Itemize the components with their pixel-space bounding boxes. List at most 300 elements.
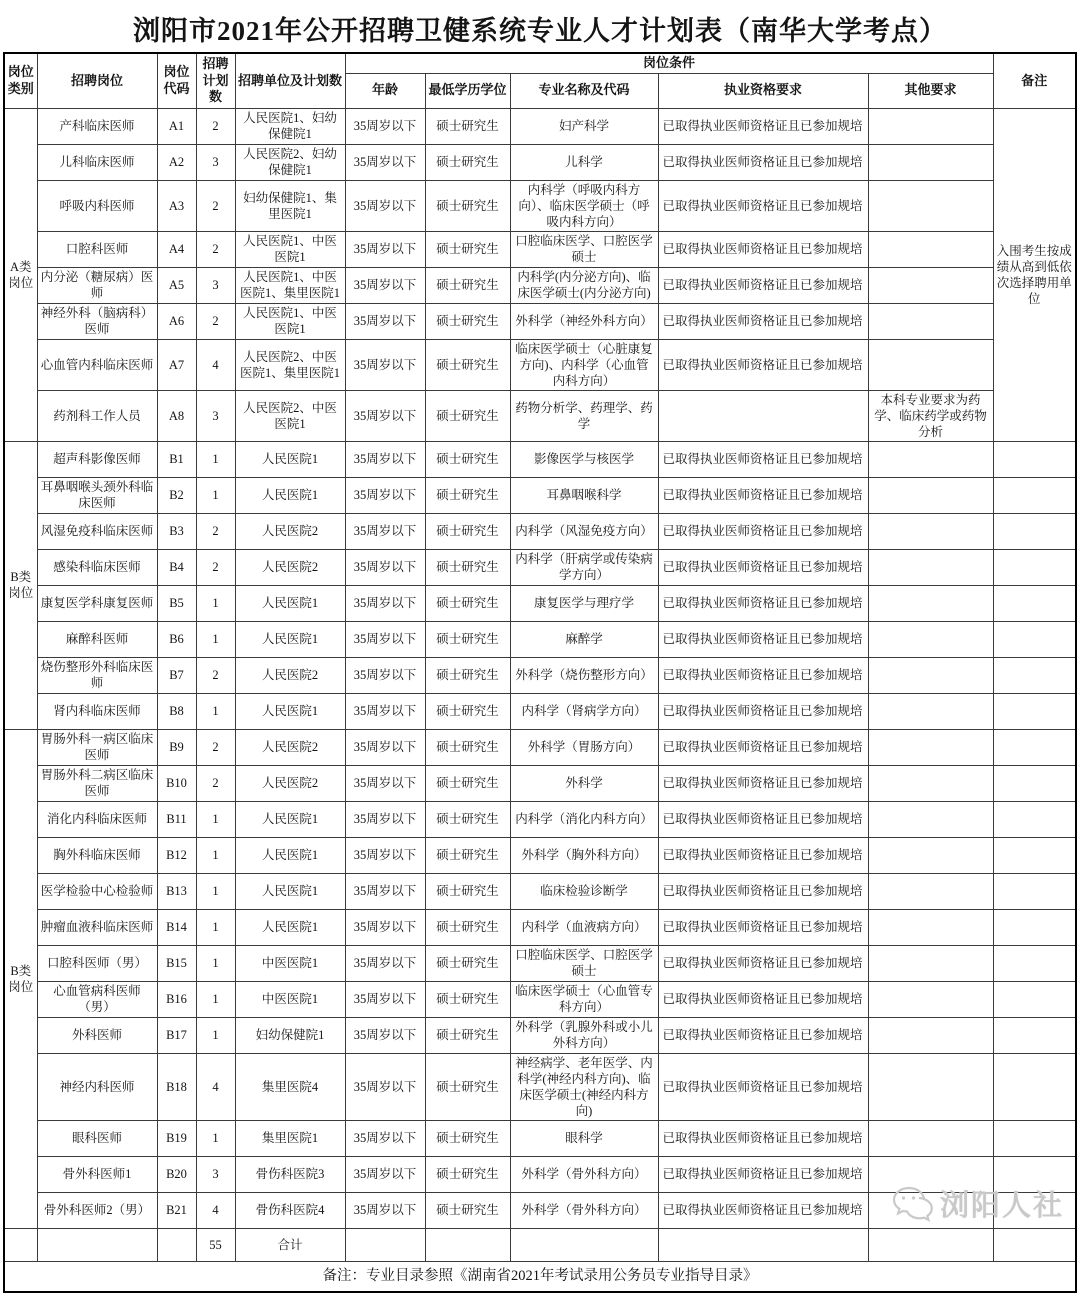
units-cell: 人民医院1 xyxy=(235,837,345,873)
header-position: 招聘岗位 xyxy=(37,53,157,108)
code-cell: B3 xyxy=(157,513,196,549)
code-cell xyxy=(157,1228,196,1261)
major-cell: 影像医学与核医学 xyxy=(510,441,658,477)
degree-cell: 硕士研究生 xyxy=(425,873,510,909)
code-cell: B21 xyxy=(157,1192,196,1228)
degree-cell: 硕士研究生 xyxy=(425,981,510,1017)
footer-note: 备注：专业目录参照《湖南省2021年考试录用公务员专业指导目录》 xyxy=(4,1261,1076,1292)
qualification-cell: 已取得执业医师资格证且已参加规培 xyxy=(658,441,868,477)
degree-cell: 硕士研究生 xyxy=(425,108,510,144)
count-cell: 1 xyxy=(196,693,235,729)
count-cell: 3 xyxy=(196,1156,235,1192)
position-cell: 呼吸内科医师 xyxy=(37,180,157,231)
degree-cell: 硕士研究生 xyxy=(425,303,510,339)
units-cell: 人民医院1 xyxy=(235,621,345,657)
count-cell: 3 xyxy=(196,267,235,303)
qualification-cell: 已取得执业医师资格证且已参加规培 xyxy=(658,549,868,585)
units-cell: 人民医院1、中医医院1 xyxy=(235,303,345,339)
units-cell: 人民医院2 xyxy=(235,729,345,765)
count-cell: 4 xyxy=(196,1053,235,1120)
category-cell xyxy=(4,1228,37,1261)
units-cell: 妇幼保健院1、集里医院1 xyxy=(235,180,345,231)
table-row xyxy=(4,981,1076,1017)
age-cell: 35周岁以下 xyxy=(345,1192,425,1228)
code-cell: B17 xyxy=(157,1017,196,1053)
count-cell: 2 xyxy=(196,729,235,765)
qualification-cell: 已取得执业医师资格证且已参加规培 xyxy=(658,267,868,303)
major-cell: 外科学（骨外科方向） xyxy=(510,1192,658,1228)
major-cell: 外科学（神经外科方向） xyxy=(510,303,658,339)
table-row xyxy=(4,390,1076,441)
count-cell: 4 xyxy=(196,1192,235,1228)
remark-cell xyxy=(993,873,1076,909)
units-cell: 人民医院1、妇幼保健院1 xyxy=(235,108,345,144)
position-cell: 口腔科医师 xyxy=(37,231,157,267)
major-cell: 内科学（肾病学方向） xyxy=(510,693,658,729)
code-cell: B4 xyxy=(157,549,196,585)
header-major: 专业名称及代码 xyxy=(510,73,658,108)
count-cell: 2 xyxy=(196,108,235,144)
code-cell: B10 xyxy=(157,765,196,801)
major-cell: 儿科学 xyxy=(510,144,658,180)
count-cell: 1 xyxy=(196,909,235,945)
total-label-cell: 合计 xyxy=(235,1228,345,1261)
qualification-cell: 已取得执业医师资格证且已参加规培 xyxy=(658,585,868,621)
age-cell: 35周岁以下 xyxy=(345,549,425,585)
other-cell xyxy=(868,765,993,801)
qualification-cell: 已取得执业医师资格证且已参加规培 xyxy=(658,180,868,231)
qualification-cell: 已取得执业医师资格证且已参加规培 xyxy=(658,477,868,513)
age-cell: 35周岁以下 xyxy=(345,621,425,657)
position-cell: 眼科医师 xyxy=(37,1120,157,1156)
table-header xyxy=(4,53,1076,108)
table-row xyxy=(4,477,1076,513)
major-cell: 神经病学、老年医学、内科学(神经内科方向)、临床医学硕士(神经内科方向) xyxy=(510,1053,658,1120)
qualification-cell: 已取得执业医师资格证且已参加规培 xyxy=(658,909,868,945)
remark-cell xyxy=(993,585,1076,621)
degree-cell: 硕士研究生 xyxy=(425,945,510,981)
wechat-icon xyxy=(892,1185,936,1223)
position-cell: 骨外科医师1 xyxy=(37,1156,157,1192)
position-cell: 超声科影像医师 xyxy=(37,441,157,477)
code-cell: A7 xyxy=(157,339,196,390)
code-cell: B14 xyxy=(157,909,196,945)
units-cell: 人民医院1 xyxy=(235,477,345,513)
other-cell xyxy=(868,873,993,909)
page-title: 浏阳市2021年公开招聘卫健系统专业人才计划表（南华大学考点） xyxy=(133,16,947,46)
code-cell: A3 xyxy=(157,180,196,231)
count-cell: 3 xyxy=(196,390,235,441)
qualification-cell: 已取得执业医师资格证且已参加规培 xyxy=(658,1192,868,1228)
count-cell: 1 xyxy=(196,945,235,981)
remark-cell xyxy=(993,513,1076,549)
units-cell: 人民医院2、妇幼保健院1 xyxy=(235,144,345,180)
other-cell xyxy=(868,693,993,729)
major-cell: 耳鼻咽喉科学 xyxy=(510,477,658,513)
degree-cell: 硕士研究生 xyxy=(425,180,510,231)
other-cell xyxy=(868,1228,993,1261)
position-cell: 风湿免疫科临床医师 xyxy=(37,513,157,549)
header-other: 其他要求 xyxy=(868,73,993,108)
qualification-cell: 已取得执业医师资格证且已参加规培 xyxy=(658,657,868,693)
units-cell: 人民医院2 xyxy=(235,513,345,549)
age-cell: 35周岁以下 xyxy=(345,441,425,477)
position-cell: 麻醉科医师 xyxy=(37,621,157,657)
header-conditions: 岗位条件 xyxy=(345,53,993,73)
age-cell: 35周岁以下 xyxy=(345,981,425,1017)
major-cell: 外科学（乳腺外科或小儿外科方向） xyxy=(510,1017,658,1053)
table-row xyxy=(4,513,1076,549)
count-cell: 1 xyxy=(196,477,235,513)
code-cell: B6 xyxy=(157,621,196,657)
major-cell: 外科学（烧伤整形方向） xyxy=(510,657,658,693)
code-cell: A2 xyxy=(157,144,196,180)
position-cell: 肾内科临床医师 xyxy=(37,693,157,729)
other-cell xyxy=(868,1017,993,1053)
other-cell xyxy=(868,981,993,1017)
age-cell: 35周岁以下 xyxy=(345,657,425,693)
degree-cell: 硕士研究生 xyxy=(425,1053,510,1120)
units-cell: 人民医院2、中医医院1、集里医院1 xyxy=(235,339,345,390)
other-cell xyxy=(868,231,993,267)
remark-cell xyxy=(993,729,1076,765)
age-cell: 35周岁以下 xyxy=(345,303,425,339)
remark-cell xyxy=(993,693,1076,729)
position-cell xyxy=(37,1228,157,1261)
table-row xyxy=(4,1017,1076,1053)
header-remark: 备注 xyxy=(993,53,1076,108)
position-cell: 胃肠外科一病区临床医师 xyxy=(37,729,157,765)
age-cell: 35周岁以下 xyxy=(345,801,425,837)
table-row xyxy=(4,108,1076,144)
age-cell: 35周岁以下 xyxy=(345,180,425,231)
count-cell: 4 xyxy=(196,339,235,390)
qualification-cell: 已取得执业医师资格证且已参加规培 xyxy=(658,621,868,657)
qualification-cell: 已取得执业医师资格证且已参加规培 xyxy=(658,729,868,765)
age-cell: 35周岁以下 xyxy=(345,729,425,765)
other-cell xyxy=(868,549,993,585)
age-cell: 35周岁以下 xyxy=(345,477,425,513)
remark-cell xyxy=(993,1120,1076,1156)
table-row xyxy=(4,585,1076,621)
position-cell: 外科医师 xyxy=(37,1017,157,1053)
remark-cell: 入围考生按成绩从高到低依次选择聘用单位 xyxy=(993,108,1076,441)
code-cell: A1 xyxy=(157,108,196,144)
remark-cell xyxy=(993,1053,1076,1120)
table-row xyxy=(4,144,1076,180)
major-cell: 内科学（呼吸内科方向）、临床医学硕士（呼吸内科方向） xyxy=(510,180,658,231)
other-cell xyxy=(868,1120,993,1156)
qualification-cell: 已取得执业医师资格证且已参加规培 xyxy=(658,945,868,981)
degree-cell: 硕士研究生 xyxy=(425,693,510,729)
other-cell xyxy=(868,180,993,231)
position-cell: 神经外科（脑病科）医师 xyxy=(37,303,157,339)
major-cell: 内科学（肝病学或传染病学方向） xyxy=(510,549,658,585)
table-row xyxy=(4,729,1076,765)
code-cell: B16 xyxy=(157,981,196,1017)
qualification-cell: 已取得执业医师资格证且已参加规培 xyxy=(658,1156,868,1192)
units-cell: 中医医院1 xyxy=(235,945,345,981)
position-cell: 药剂科工作人员 xyxy=(37,390,157,441)
age-cell: 35周岁以下 xyxy=(345,765,425,801)
remark-cell xyxy=(993,945,1076,981)
header-min-degree: 最低学历学位 xyxy=(425,73,510,108)
age-cell: 35周岁以下 xyxy=(345,837,425,873)
major-cell: 药物分析学、药理学、药学 xyxy=(510,390,658,441)
other-cell xyxy=(868,441,993,477)
header-code: 岗位代码 xyxy=(157,53,196,108)
units-cell: 中医医院1 xyxy=(235,981,345,1017)
age-cell: 35周岁以下 xyxy=(345,513,425,549)
degree-cell: 硕士研究生 xyxy=(425,390,510,441)
other-cell xyxy=(868,144,993,180)
age-cell: 35周岁以下 xyxy=(345,1120,425,1156)
table-row xyxy=(4,909,1076,945)
position-cell: 产科临床医师 xyxy=(37,108,157,144)
position-cell: 心血管病科医师（男） xyxy=(37,981,157,1017)
code-cell: B8 xyxy=(157,693,196,729)
qualification-cell: 已取得执业医师资格证且已参加规培 xyxy=(658,693,868,729)
degree-cell: 硕士研究生 xyxy=(425,765,510,801)
age-cell: 35周岁以下 xyxy=(345,873,425,909)
count-cell: 1 xyxy=(196,621,235,657)
remark-cell xyxy=(993,981,1076,1017)
degree-cell: 硕士研究生 xyxy=(425,477,510,513)
remark-cell xyxy=(993,549,1076,585)
table-row xyxy=(4,1120,1076,1156)
age-cell xyxy=(345,1228,425,1261)
units-cell: 集里医院1 xyxy=(235,1120,345,1156)
header-plan-count: 招聘计划数 xyxy=(196,53,235,108)
degree-cell: 硕士研究生 xyxy=(425,909,510,945)
age-cell: 35周岁以下 xyxy=(345,339,425,390)
other-cell xyxy=(868,1053,993,1120)
table-row xyxy=(4,441,1076,477)
footer-note-row xyxy=(4,1261,1076,1292)
qualification-cell: 已取得执业医师资格证且已参加规培 xyxy=(658,765,868,801)
units-cell: 骨伤科医院3 xyxy=(235,1156,345,1192)
qualification-cell: 已取得执业医师资格证且已参加规培 xyxy=(658,1017,868,1053)
position-cell: 骨外科医师2（男） xyxy=(37,1192,157,1228)
table-row xyxy=(4,657,1076,693)
code-cell: B13 xyxy=(157,873,196,909)
qualification-cell: 已取得执业医师资格证且已参加规培 xyxy=(658,873,868,909)
position-cell: 肿瘤血液科临床医师 xyxy=(37,909,157,945)
count-cell: 2 xyxy=(196,513,235,549)
remark-cell xyxy=(993,477,1076,513)
qualification-cell: 已取得执业医师资格证且已参加规培 xyxy=(658,981,868,1017)
age-cell: 35周岁以下 xyxy=(345,1017,425,1053)
table-row xyxy=(4,180,1076,231)
age-cell: 35周岁以下 xyxy=(345,693,425,729)
other-cell: 本科专业要求为药学、临床药学或药物分析 xyxy=(868,390,993,441)
other-cell xyxy=(868,477,993,513)
count-cell: 2 xyxy=(196,303,235,339)
category-cell: B类岗位 xyxy=(4,441,37,729)
remark-cell xyxy=(993,1228,1076,1261)
position-cell: 心血管内科临床医师 xyxy=(37,339,157,390)
position-cell: 神经内科医师 xyxy=(37,1053,157,1120)
degree-cell: 硕士研究生 xyxy=(425,621,510,657)
position-cell: 口腔科医师（男） xyxy=(37,945,157,981)
count-cell: 1 xyxy=(196,873,235,909)
degree-cell: 硕士研究生 xyxy=(425,1120,510,1156)
age-cell: 35周岁以下 xyxy=(345,390,425,441)
major-cell: 临床医学硕士（心血管专科方向） xyxy=(510,981,658,1017)
qualification-cell: 已取得执业医师资格证且已参加规培 xyxy=(658,303,868,339)
table-row xyxy=(4,945,1076,981)
category-cell: A类岗位 xyxy=(4,108,37,441)
code-cell: A5 xyxy=(157,267,196,303)
count-cell: 1 xyxy=(196,837,235,873)
remark-cell xyxy=(993,765,1076,801)
count-cell: 1 xyxy=(196,585,235,621)
degree-cell: 硕士研究生 xyxy=(425,1192,510,1228)
qualification-cell: 已取得执业医师资格证且已参加规培 xyxy=(658,1120,868,1156)
table-row xyxy=(4,621,1076,657)
count-cell: 1 xyxy=(196,801,235,837)
position-cell: 内分泌（糖尿病）医师 xyxy=(37,267,157,303)
major-cell: 临床医学硕士（心脏康复方向)、内科学（心血管内科方向） xyxy=(510,339,658,390)
qualification-cell: 已取得执业医师资格证且已参加规培 xyxy=(658,1053,868,1120)
units-cell: 集里医院4 xyxy=(235,1053,345,1120)
units-cell: 人民医院1、中医医院1、集里医院1 xyxy=(235,267,345,303)
major-cell: 妇产科学 xyxy=(510,108,658,144)
code-cell: A8 xyxy=(157,390,196,441)
other-cell xyxy=(868,729,993,765)
position-cell: 医学检验中心检验师 xyxy=(37,873,157,909)
major-cell: 康复医学与理疗学 xyxy=(510,585,658,621)
code-cell: A6 xyxy=(157,303,196,339)
degree-cell: 硕士研究生 xyxy=(425,801,510,837)
age-cell: 35周岁以下 xyxy=(345,144,425,180)
remark-cell xyxy=(993,909,1076,945)
code-cell: B5 xyxy=(157,585,196,621)
position-cell: 儿科临床医师 xyxy=(37,144,157,180)
age-cell: 35周岁以下 xyxy=(345,1053,425,1120)
total-row xyxy=(4,1228,1076,1261)
total-count-cell: 55 xyxy=(196,1228,235,1261)
qualification-cell: 已取得执业医师资格证且已参加规培 xyxy=(658,144,868,180)
major-cell: 外科学（胃肠方向） xyxy=(510,729,658,765)
qualification-cell: 已取得执业医师资格证且已参加规培 xyxy=(658,801,868,837)
major-cell: 口腔临床医学、口腔医学硕士 xyxy=(510,231,658,267)
table-row xyxy=(4,765,1076,801)
remark-cell xyxy=(993,1017,1076,1053)
code-cell: B20 xyxy=(157,1156,196,1192)
other-cell xyxy=(868,657,993,693)
qualification-cell: 已取得执业医师资格证且已参加规培 xyxy=(658,108,868,144)
age-cell: 35周岁以下 xyxy=(345,108,425,144)
position-cell: 胸外科临床医师 xyxy=(37,837,157,873)
qualification-cell: 已取得执业医师资格证且已参加规培 xyxy=(658,339,868,390)
age-cell: 35周岁以下 xyxy=(345,585,425,621)
qualification-cell: 已取得执业医师资格证且已参加规培 xyxy=(658,837,868,873)
header-age: 年龄 xyxy=(345,73,425,108)
count-cell: 1 xyxy=(196,1017,235,1053)
age-cell: 35周岁以下 xyxy=(345,1156,425,1192)
qualification-cell xyxy=(658,1228,868,1261)
table-row xyxy=(4,837,1076,873)
other-cell xyxy=(868,108,993,144)
table-row xyxy=(4,231,1076,267)
code-cell: B15 xyxy=(157,945,196,981)
other-cell xyxy=(868,267,993,303)
other-cell xyxy=(868,801,993,837)
table-row xyxy=(4,1053,1076,1120)
count-cell: 1 xyxy=(196,441,235,477)
age-cell: 35周岁以下 xyxy=(345,909,425,945)
table-row xyxy=(4,549,1076,585)
units-cell: 人民医院1 xyxy=(235,693,345,729)
category-cell: B类岗位 xyxy=(4,729,37,1228)
header-unit-plan: 招聘单位及计划数 xyxy=(235,53,345,108)
count-cell: 2 xyxy=(196,765,235,801)
count-cell: 2 xyxy=(196,180,235,231)
degree-cell: 硕士研究生 xyxy=(425,585,510,621)
degree-cell: 硕士研究生 xyxy=(425,441,510,477)
table-row xyxy=(4,801,1076,837)
table-body xyxy=(4,108,1076,1292)
code-cell: B11 xyxy=(157,801,196,837)
code-cell: B2 xyxy=(157,477,196,513)
other-cell xyxy=(868,621,993,657)
table-row xyxy=(4,267,1076,303)
recruitment-table xyxy=(3,52,1077,1293)
other-cell xyxy=(868,513,993,549)
major-cell: 内科学（血液病方向） xyxy=(510,909,658,945)
position-cell: 烧伤整形外科临床医师 xyxy=(37,657,157,693)
degree-cell: 硕士研究生 xyxy=(425,144,510,180)
units-cell: 人民医院2、中医医院1 xyxy=(235,390,345,441)
count-cell: 3 xyxy=(196,144,235,180)
other-cell xyxy=(868,339,993,390)
age-cell: 35周岁以下 xyxy=(345,945,425,981)
degree-cell: 硕士研究生 xyxy=(425,267,510,303)
major-cell: 外科学（胸外科方向） xyxy=(510,837,658,873)
code-cell: B18 xyxy=(157,1053,196,1120)
code-cell: B7 xyxy=(157,657,196,693)
major-cell: 内科学（消化内科方向） xyxy=(510,801,658,837)
degree-cell: 硕士研究生 xyxy=(425,657,510,693)
degree-cell: 硕士研究生 xyxy=(425,837,510,873)
position-cell: 耳鼻咽喉头颈外科临床医师 xyxy=(37,477,157,513)
age-cell: 35周岁以下 xyxy=(345,231,425,267)
units-cell: 人民医院1 xyxy=(235,441,345,477)
qualification-cell xyxy=(658,390,868,441)
major-cell: 外科学 xyxy=(510,765,658,801)
count-cell: 2 xyxy=(196,549,235,585)
other-cell xyxy=(868,585,993,621)
qualification-cell: 已取得执业医师资格证且已参加规培 xyxy=(658,231,868,267)
table-row xyxy=(4,693,1076,729)
units-cell: 人民医院1 xyxy=(235,873,345,909)
major-cell: 临床检验诊断学 xyxy=(510,873,658,909)
remark-cell xyxy=(993,441,1076,477)
major-cell: 眼科学 xyxy=(510,1120,658,1156)
other-cell xyxy=(868,945,993,981)
table-row xyxy=(4,873,1076,909)
other-cell xyxy=(868,837,993,873)
units-cell: 人民医院1 xyxy=(235,801,345,837)
degree-cell: 硕士研究生 xyxy=(425,1156,510,1192)
degree-cell: 硕士研究生 xyxy=(425,231,510,267)
code-cell: B12 xyxy=(157,837,196,873)
age-cell: 35周岁以下 xyxy=(345,267,425,303)
watermark xyxy=(892,1183,1064,1224)
position-cell: 康复医学科康复医师 xyxy=(37,585,157,621)
header-category: 岗位类别 xyxy=(4,53,37,108)
